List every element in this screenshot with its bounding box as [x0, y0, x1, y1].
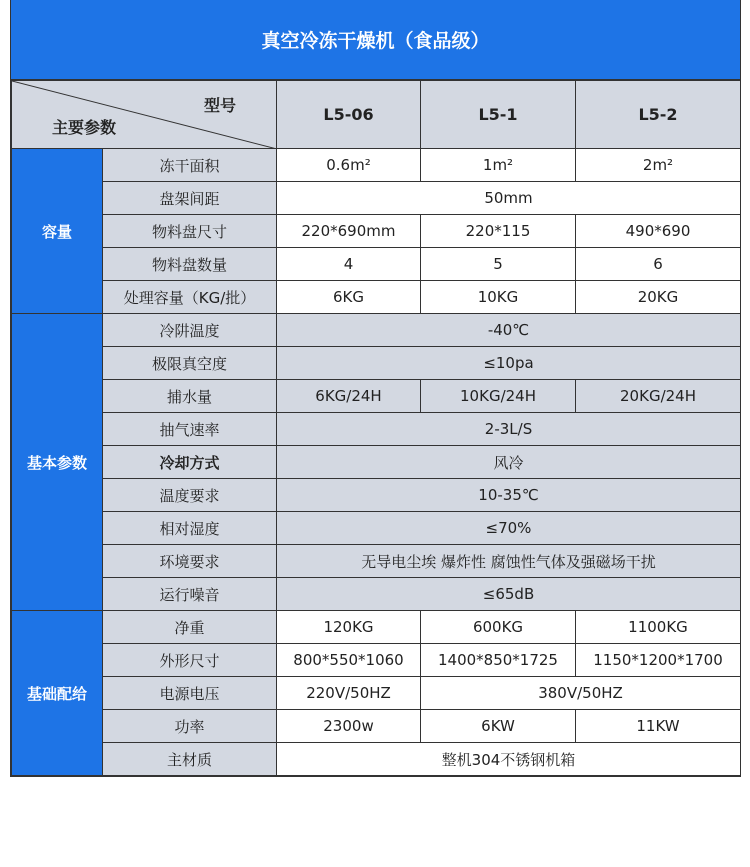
cell: 1m² [421, 149, 576, 182]
cell: 5 [421, 248, 576, 281]
row-label: 冻干面积 [103, 149, 277, 182]
cell: 1400*850*1725 [421, 644, 576, 677]
cell: 490*690 [576, 215, 741, 248]
table-row [12, 743, 741, 776]
cell: 20KG [576, 281, 741, 314]
row-label: 物料盘数量 [103, 248, 277, 281]
cell: 1100KG [576, 611, 741, 644]
cell: 无导电尘埃 爆炸性 腐蚀性气体及强磁场干扰 [277, 545, 741, 578]
cell: 6KW [421, 710, 576, 743]
param-label: 主要参数 [52, 118, 117, 137]
cell: -40℃ [277, 314, 741, 347]
table-row [12, 215, 741, 248]
cell: 2m² [576, 149, 741, 182]
row-label: 电源电压 [103, 677, 277, 710]
model-header: L5-06 [277, 81, 421, 149]
row-label: 运行噪音 [103, 578, 277, 611]
cell: 120KG [277, 611, 421, 644]
cell: 11KW [576, 710, 741, 743]
table-row [12, 347, 741, 380]
table-row [12, 710, 741, 743]
table-row [12, 380, 741, 413]
table-row [12, 578, 741, 611]
cell: 50mm [277, 182, 741, 215]
group-config: 基础配给 [12, 611, 103, 776]
cell: 220*690mm [277, 215, 421, 248]
row-label: 冷阱温度 [103, 314, 277, 347]
table-row [12, 479, 741, 512]
row-label: 物料盘尺寸 [103, 215, 277, 248]
cell: 整机304不锈钢机箱 [277, 743, 741, 776]
table-row [12, 149, 741, 182]
header-diagonal-cell [12, 81, 277, 149]
cell: ≤10pa [277, 347, 741, 380]
row-label: 冷却方式 [103, 446, 277, 479]
spec-sheet [10, 0, 741, 777]
cell: 10KG/24H [421, 380, 576, 413]
sheet-title: 真空冷冻干燥机（食品级） [11, 0, 740, 80]
row-label: 主材质 [103, 743, 277, 776]
table-row [12, 182, 741, 215]
row-label: 净重 [103, 611, 277, 644]
cell: 6KG [277, 281, 421, 314]
table-row [12, 446, 741, 479]
row-label: 相对湿度 [103, 512, 277, 545]
row-label: 处理容量（KG/批） [103, 281, 277, 314]
table-row [12, 677, 741, 710]
table-row [12, 644, 741, 677]
model-header: L5-2 [576, 81, 741, 149]
table-row [12, 314, 741, 347]
cell: 4 [277, 248, 421, 281]
cell: 1150*1200*1700 [576, 644, 741, 677]
cell: 800*550*1060 [277, 644, 421, 677]
cell: 380V/50HZ [421, 677, 741, 710]
cell: 2300w [277, 710, 421, 743]
cell: 2-3L/S [277, 413, 741, 446]
cell: 风冷 [277, 446, 741, 479]
cell: 0.6m² [277, 149, 421, 182]
cell: 6KG/24H [277, 380, 421, 413]
row-label: 盘架间距 [103, 182, 277, 215]
table-row [12, 248, 741, 281]
table-row [12, 512, 741, 545]
row-label: 环境要求 [103, 545, 277, 578]
table-row [12, 611, 741, 644]
model-header: L5-1 [421, 81, 576, 149]
row-label: 功率 [103, 710, 277, 743]
model-label: 型号 [203, 96, 236, 115]
row-label: 温度要求 [103, 479, 277, 512]
group-basic: 基本参数 [12, 314, 103, 611]
cell: 10-35℃ [277, 479, 741, 512]
table-row [12, 545, 741, 578]
cell: 220V/50HZ [277, 677, 421, 710]
cell: 10KG [421, 281, 576, 314]
cell: ≤70% [277, 512, 741, 545]
spec-table [11, 80, 741, 776]
row-label: 抽气速率 [103, 413, 277, 446]
cell: 6 [576, 248, 741, 281]
row-label: 外形尺寸 [103, 644, 277, 677]
cell: ≤65dB [277, 578, 741, 611]
cell: 600KG [421, 611, 576, 644]
row-label: 捕水量 [103, 380, 277, 413]
table-row [12, 281, 741, 314]
cell: 20KG/24H [576, 380, 741, 413]
header-row [12, 81, 741, 149]
table-row [12, 413, 741, 446]
cell: 220*115 [421, 215, 576, 248]
row-label: 极限真空度 [103, 347, 277, 380]
group-capacity: 容量 [12, 149, 103, 314]
